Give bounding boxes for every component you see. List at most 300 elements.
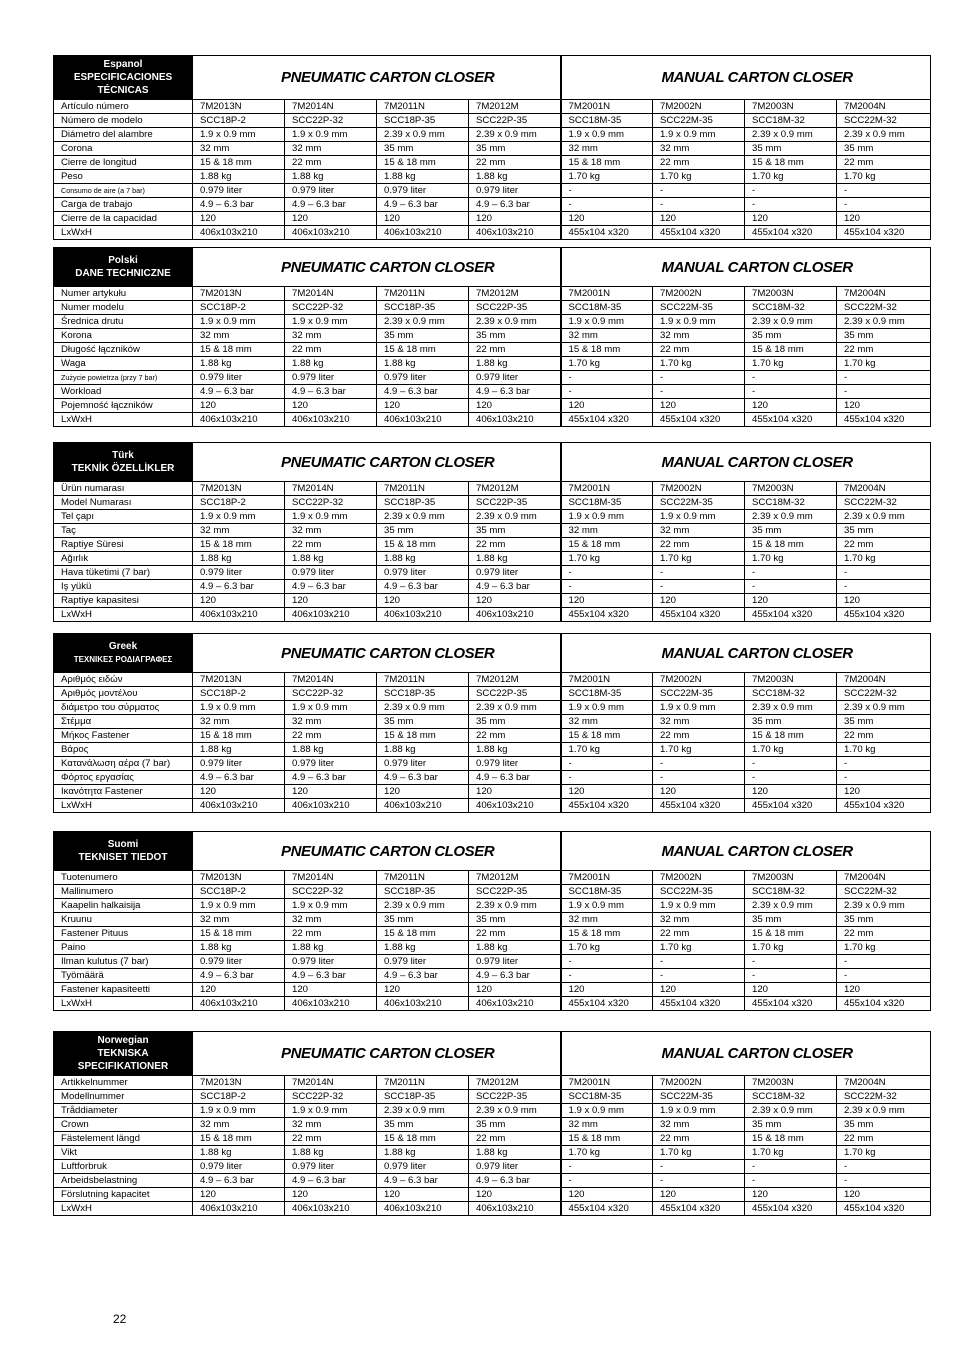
language-header	[54, 634, 193, 673]
spec-value: 32 mm	[653, 142, 745, 156]
spec-value: 35 mm	[377, 715, 469, 729]
spec-label: Förslutning kapacitet	[54, 1188, 193, 1202]
spec-label: Taç	[54, 524, 193, 538]
spec-value: 120	[745, 399, 837, 413]
spec-label: Peso	[54, 170, 193, 184]
spec-value: 15 & 18 mm	[561, 1132, 653, 1146]
spec-value: -	[837, 580, 931, 594]
spec-value: 0.979 liter	[285, 1160, 377, 1174]
spec-value: -	[837, 385, 931, 399]
spec-value: -	[561, 757, 653, 771]
spec-row	[54, 198, 931, 212]
spec-value: -	[653, 184, 745, 198]
spec-label: Fastener kapasiteetti	[54, 983, 193, 997]
spec-value: 7M2013N	[193, 871, 285, 885]
spec-value: 7M2013N	[193, 287, 285, 301]
spec-row	[54, 785, 931, 799]
spec-value: 120	[653, 983, 745, 997]
spec-row	[54, 1146, 931, 1160]
spec-value: 1.9 x 0.9 mm	[285, 128, 377, 142]
spec-value: 1.70 kg	[745, 743, 837, 757]
spec-value: 2.39 x 0.9 mm	[469, 1104, 561, 1118]
spec-value: 455x104 x320	[653, 608, 745, 622]
language-name: Norwegian	[97, 1035, 149, 1046]
spec-value: 120	[469, 594, 561, 608]
spec-row	[54, 1202, 931, 1216]
spec-row	[54, 315, 931, 329]
spec-row	[54, 1160, 931, 1174]
spec-value: 120	[745, 983, 837, 997]
spec-label: Raptiye kapasitesi	[54, 594, 193, 608]
spec-value: 1.70 kg	[561, 170, 653, 184]
spec-value: 1.88 kg	[469, 552, 561, 566]
spec-value: 35 mm	[745, 715, 837, 729]
spec-value: 455x104 x320	[837, 1202, 931, 1216]
spec-value: -	[745, 969, 837, 983]
spec-value: 2.39 x 0.9 mm	[837, 899, 931, 913]
spec-value: 0.979 liter	[193, 757, 285, 771]
spec-value: 2.39 x 0.9 mm	[745, 510, 837, 524]
spec-value: 2.39 x 0.9 mm	[837, 128, 931, 142]
spec-value: -	[653, 198, 745, 212]
spec-label: Στέμμα	[54, 715, 193, 729]
spec-row	[54, 510, 931, 524]
spec-label: Paino	[54, 941, 193, 955]
spec-value: SCC18M-35	[561, 687, 653, 701]
spec-value: 7M2001N	[561, 673, 653, 687]
spec-value: 1.9 x 0.9 mm	[193, 1104, 285, 1118]
spec-label: Workload	[54, 385, 193, 399]
spec-value: 1.70 kg	[837, 170, 931, 184]
spec-value: SCC18P-35	[377, 1090, 469, 1104]
spec-value: 406x103x210	[377, 799, 469, 813]
spec-value: 1.9 x 0.9 mm	[653, 128, 745, 142]
spec-value: 1.88 kg	[377, 357, 469, 371]
spec-value: 7M2001N	[561, 871, 653, 885]
spec-value: 4.9 – 6.3 bar	[193, 580, 285, 594]
spec-value: 1.88 kg	[193, 552, 285, 566]
spec-value: 0.979 liter	[193, 371, 285, 385]
spec-value: SCC18M-32	[745, 301, 837, 315]
spec-value: 2.39 x 0.9 mm	[469, 899, 561, 913]
spec-value: 120	[193, 785, 285, 799]
spec-value: 0.979 liter	[469, 1160, 561, 1174]
spec-value: 455x104 x320	[561, 1202, 653, 1216]
spec-value: -	[653, 566, 745, 580]
spec-value: 406x103x210	[469, 1202, 561, 1216]
spec-value: 120	[377, 594, 469, 608]
spec-row	[54, 771, 931, 785]
spec-value: 1.88 kg	[285, 552, 377, 566]
spec-value: 4.9 – 6.3 bar	[285, 385, 377, 399]
spec-value: 0.979 liter	[469, 371, 561, 385]
spec-value: 120	[653, 594, 745, 608]
spec-value: 0.979 liter	[285, 566, 377, 580]
spec-value: 120	[469, 785, 561, 799]
spec-row	[54, 301, 931, 315]
spec-value: 7M2012M	[469, 100, 561, 114]
spec-label: Raptiye Süresi	[54, 538, 193, 552]
spec-value: SCC22M-35	[653, 687, 745, 701]
spec-value: SCC18M-35	[561, 301, 653, 315]
spec-value: -	[653, 955, 745, 969]
spec-value: 2.39 x 0.9 mm	[745, 1104, 837, 1118]
spec-value: SCC22M-35	[653, 885, 745, 899]
spec-value: SCC22M-32	[837, 496, 931, 510]
spec-value: 32 mm	[285, 1118, 377, 1132]
spec-row	[54, 729, 931, 743]
spec-table-norwegian	[53, 1031, 931, 1216]
spec-value: 15 & 18 mm	[193, 538, 285, 552]
spec-value: -	[653, 385, 745, 399]
spec-value: SCC22M-35	[653, 114, 745, 128]
spec-value: 4.9 – 6.3 bar	[469, 580, 561, 594]
spec-value: 406x103x210	[377, 1202, 469, 1216]
spec-value: 35 mm	[745, 329, 837, 343]
spec-table-greek	[53, 633, 931, 813]
spec-value: 120	[745, 785, 837, 799]
spec-value: 1.88 kg	[193, 170, 285, 184]
spec-row	[54, 156, 931, 170]
spec-label: Arbeidsbelastning	[54, 1174, 193, 1188]
spec-value: 35 mm	[837, 913, 931, 927]
spec-value: 2.39 x 0.9 mm	[377, 510, 469, 524]
spec-value: SCC22P-35	[469, 687, 561, 701]
spec-value: 15 & 18 mm	[745, 1132, 837, 1146]
spec-value: -	[745, 371, 837, 385]
spec-value: 120	[561, 983, 653, 997]
spec-label: Tuotenumero	[54, 871, 193, 885]
spec-value: 1.88 kg	[377, 552, 469, 566]
spec-value: 406x103x210	[285, 997, 377, 1011]
spec-value: 7M2014N	[285, 1076, 377, 1090]
spec-value: 15 & 18 mm	[377, 538, 469, 552]
spec-value: 406x103x210	[193, 413, 285, 427]
spec-row	[54, 371, 931, 385]
spec-value: SCC22M-32	[837, 687, 931, 701]
spec-value: 7M2004N	[837, 673, 931, 687]
manual-group-title: MANUAL CARTON CLOSER	[561, 443, 931, 482]
spec-value: 455x104 x320	[561, 226, 653, 240]
spec-label: Crown	[54, 1118, 193, 1132]
spec-label: Hava tüketimi (7 bar)	[54, 566, 193, 580]
spec-value: -	[561, 580, 653, 594]
spec-value: 22 mm	[285, 156, 377, 170]
spec-value: SCC22P-35	[469, 496, 561, 510]
spec-value: -	[837, 371, 931, 385]
spec-label: Cierre de la capacidad	[54, 212, 193, 226]
spec-row	[54, 941, 931, 955]
spec-value: 120	[837, 983, 931, 997]
spec-value: 406x103x210	[469, 608, 561, 622]
spec-value: 22 mm	[837, 538, 931, 552]
spec-value: 4.9 – 6.3 bar	[285, 1174, 377, 1188]
spec-value: 35 mm	[837, 1118, 931, 1132]
spec-row	[54, 524, 931, 538]
spec-value: 1.70 kg	[561, 743, 653, 757]
spec-value: SCC18P-2	[193, 496, 285, 510]
spec-row	[54, 608, 931, 622]
spec-row	[54, 128, 931, 142]
spec-value: 7M2003N	[745, 287, 837, 301]
spec-value: 455x104 x320	[561, 997, 653, 1011]
spec-value: -	[837, 1160, 931, 1174]
spec-row	[54, 1188, 931, 1202]
spec-value: SCC18P-35	[377, 301, 469, 315]
spec-row	[54, 799, 931, 813]
spec-value: 35 mm	[469, 913, 561, 927]
spec-value: 120	[193, 212, 285, 226]
spec-value: 2.39 x 0.9 mm	[377, 701, 469, 715]
spec-value: 7M2003N	[745, 100, 837, 114]
spec-value: 4.9 – 6.3 bar	[377, 385, 469, 399]
language-name: Polski	[108, 255, 138, 266]
spec-value: 455x104 x320	[653, 413, 745, 427]
spec-value: 1.70 kg	[561, 941, 653, 955]
spec-row	[54, 885, 931, 899]
spec-value: 120	[377, 785, 469, 799]
spec-value: 120	[653, 212, 745, 226]
spec-value: 120	[561, 594, 653, 608]
spec-value: 0.979 liter	[285, 955, 377, 969]
spec-value: 7M2002N	[653, 100, 745, 114]
spec-value: 7M2004N	[837, 287, 931, 301]
spec-label: Tel çapı	[54, 510, 193, 524]
spec-value: -	[653, 1174, 745, 1188]
spec-value: 22 mm	[837, 729, 931, 743]
spec-value: 1.88 kg	[193, 743, 285, 757]
spec-value: 1.70 kg	[561, 357, 653, 371]
spec-value: SCC18P-2	[193, 301, 285, 315]
spec-value: 22 mm	[837, 1132, 931, 1146]
spec-row	[54, 743, 931, 757]
spec-value: 15 & 18 mm	[561, 538, 653, 552]
spec-value: 1.9 x 0.9 mm	[193, 701, 285, 715]
spec-label: Carga de trabajo	[54, 198, 193, 212]
language-name: Türk	[112, 450, 134, 461]
spec-value: 1.88 kg	[285, 743, 377, 757]
spec-value: 32 mm	[653, 1118, 745, 1132]
spec-value: 22 mm	[285, 538, 377, 552]
spec-value: 455x104 x320	[745, 226, 837, 240]
spec-value: SCC18P-35	[377, 687, 469, 701]
spec-value: 1.70 kg	[837, 941, 931, 955]
spec-value: SCC18P-35	[377, 496, 469, 510]
spec-value: SCC22M-32	[837, 114, 931, 128]
spec-value: 455x104 x320	[653, 997, 745, 1011]
spec-value: 15 & 18 mm	[193, 156, 285, 170]
spec-value: 7M2004N	[837, 100, 931, 114]
spec-value: 32 mm	[561, 329, 653, 343]
spec-value: 15 & 18 mm	[193, 729, 285, 743]
spec-row	[54, 913, 931, 927]
spec-label: Fästelement längd	[54, 1132, 193, 1146]
spec-value: 1.9 x 0.9 mm	[285, 1104, 377, 1118]
spec-value: 7M2001N	[561, 100, 653, 114]
spec-value: 0.979 liter	[469, 757, 561, 771]
spec-value: 1.70 kg	[837, 357, 931, 371]
spec-value: 7M2002N	[653, 1076, 745, 1090]
language-header	[54, 443, 193, 482]
spec-row	[54, 385, 931, 399]
spec-value: 7M2002N	[653, 673, 745, 687]
spec-value: 15 & 18 mm	[377, 343, 469, 357]
spec-value: 2.39 x 0.9 mm	[377, 128, 469, 142]
spec-value: 406x103x210	[377, 413, 469, 427]
spec-row	[54, 212, 931, 226]
spec-value: SCC22P-35	[469, 885, 561, 899]
spec-value: 35 mm	[837, 715, 931, 729]
spec-label: Modellnummer	[54, 1090, 193, 1104]
spec-label: Numer modelu	[54, 301, 193, 315]
spec-value: SCC18P-2	[193, 1090, 285, 1104]
spec-value: 7M2011N	[377, 673, 469, 687]
spec-value: 120	[837, 594, 931, 608]
spec-value: SCC22P-35	[469, 1090, 561, 1104]
spec-value: -	[653, 371, 745, 385]
spec-value: 22 mm	[469, 729, 561, 743]
spec-value: SCC18M-35	[561, 496, 653, 510]
spec-value: 32 mm	[561, 524, 653, 538]
spec-value: 120	[377, 983, 469, 997]
spec-table-suomi	[53, 831, 931, 1011]
spec-value: 1.70 kg	[561, 552, 653, 566]
spec-value: 32 mm	[561, 142, 653, 156]
spec-value: 22 mm	[285, 729, 377, 743]
spec-row	[54, 715, 931, 729]
spec-value: 1.88 kg	[193, 1146, 285, 1160]
spec-value: 1.9 x 0.9 mm	[193, 899, 285, 913]
spec-value: 2.39 x 0.9 mm	[377, 899, 469, 913]
spec-value: 406x103x210	[377, 608, 469, 622]
spec-value: 406x103x210	[469, 997, 561, 1011]
spec-value: -	[653, 1160, 745, 1174]
spec-value: 22 mm	[653, 538, 745, 552]
spec-value: 7M2012M	[469, 287, 561, 301]
section-title: TEKNİK ÖZELLİKLER	[71, 463, 175, 474]
spec-value: 406x103x210	[469, 226, 561, 240]
spec-row	[54, 552, 931, 566]
spec-row	[54, 287, 931, 301]
spec-row	[54, 997, 931, 1011]
spec-value: 35 mm	[469, 329, 561, 343]
spec-value: 4.9 – 6.3 bar	[193, 771, 285, 785]
spec-value: -	[561, 955, 653, 969]
spec-value: 1.70 kg	[745, 1146, 837, 1160]
spec-value: 35 mm	[469, 1118, 561, 1132]
spec-row	[54, 566, 931, 580]
spec-value: 120	[285, 594, 377, 608]
spec-value: 120	[469, 1188, 561, 1202]
spec-value: 1.70 kg	[653, 357, 745, 371]
spec-value: 1.70 kg	[745, 170, 837, 184]
spec-value: SCC22M-32	[837, 301, 931, 315]
spec-label: Długość łączników	[54, 343, 193, 357]
spec-value: 1.70 kg	[653, 941, 745, 955]
spec-label: LxWxH	[54, 997, 193, 1011]
spec-value: 0.979 liter	[285, 184, 377, 198]
spec-value: 32 mm	[285, 142, 377, 156]
spec-label: Ağırlık	[54, 552, 193, 566]
spec-value: SCC22M-35	[653, 1090, 745, 1104]
spec-value: 35 mm	[837, 524, 931, 538]
spec-value: 35 mm	[745, 142, 837, 156]
spec-table-türk	[53, 442, 931, 622]
spec-row	[54, 580, 931, 594]
spec-value: 15 & 18 mm	[561, 156, 653, 170]
spec-value: 32 mm	[561, 913, 653, 927]
spec-value: 1.88 kg	[285, 1146, 377, 1160]
spec-value: 2.39 x 0.9 mm	[469, 315, 561, 329]
spec-value: SCC18P-35	[377, 885, 469, 899]
spec-value: SCC18M-32	[745, 1090, 837, 1104]
spec-label: διάμετρο του σύρματος	[54, 701, 193, 715]
spec-value: 120	[653, 399, 745, 413]
spec-value: 4.9 – 6.3 bar	[469, 385, 561, 399]
spec-value: 1.70 kg	[745, 941, 837, 955]
manual-group-title: MANUAL CARTON CLOSER	[561, 634, 931, 673]
spec-value: -	[745, 1160, 837, 1174]
spec-value: 35 mm	[377, 329, 469, 343]
spec-value: 32 mm	[285, 524, 377, 538]
spec-value: 1.9 x 0.9 mm	[285, 701, 377, 715]
section-title: DANE TECHNICZNE	[75, 268, 171, 279]
spec-value: 4.9 – 6.3 bar	[469, 198, 561, 212]
spec-value: -	[837, 757, 931, 771]
spec-value: 1.9 x 0.9 mm	[653, 899, 745, 913]
spec-value: 1.9 x 0.9 mm	[285, 899, 377, 913]
spec-value: 7M2013N	[193, 482, 285, 496]
spec-table-polski	[53, 247, 931, 427]
spec-row	[54, 899, 931, 913]
section-title: ΤΕΧΝΙΚΕΣ ΡΟΔΙΑΓΡΑΦΕΣ	[73, 655, 173, 664]
spec-value: -	[837, 955, 931, 969]
spec-row	[54, 927, 931, 941]
spec-value: 7M2003N	[745, 673, 837, 687]
spec-value: 1.88 kg	[285, 941, 377, 955]
spec-label: Artikkelnummer	[54, 1076, 193, 1090]
spec-value: SCC18M-35	[561, 1090, 653, 1104]
spec-value: 15 & 18 mm	[193, 343, 285, 357]
spec-value: 455x104 x320	[745, 413, 837, 427]
spec-value: 22 mm	[285, 927, 377, 941]
spec-value: 1.88 kg	[193, 357, 285, 371]
spec-row	[54, 343, 931, 357]
spec-value: 0.979 liter	[377, 371, 469, 385]
language-header	[54, 248, 193, 287]
spec-value: 120	[193, 983, 285, 997]
spec-value: 7M2002N	[653, 287, 745, 301]
spec-row	[54, 1174, 931, 1188]
spec-label: Βάρος	[54, 743, 193, 757]
spec-value: -	[745, 757, 837, 771]
spec-row	[54, 955, 931, 969]
language-header	[54, 1032, 193, 1076]
spec-value: 22 mm	[653, 927, 745, 941]
spec-label: LxWxH	[54, 413, 193, 427]
spec-label: Número de modelo	[54, 114, 193, 128]
spec-value: 406x103x210	[285, 608, 377, 622]
spec-label: Μήκος Fastener	[54, 729, 193, 743]
spec-table-espanol	[53, 55, 931, 240]
spec-value: 0.979 liter	[377, 1160, 469, 1174]
spec-value: 120	[285, 212, 377, 226]
spec-value: 15 & 18 mm	[745, 343, 837, 357]
spec-label: Ilman kulutus (7 bar)	[54, 955, 193, 969]
spec-value: 120	[193, 1188, 285, 1202]
spec-value: -	[745, 955, 837, 969]
spec-value: 120	[377, 1188, 469, 1202]
